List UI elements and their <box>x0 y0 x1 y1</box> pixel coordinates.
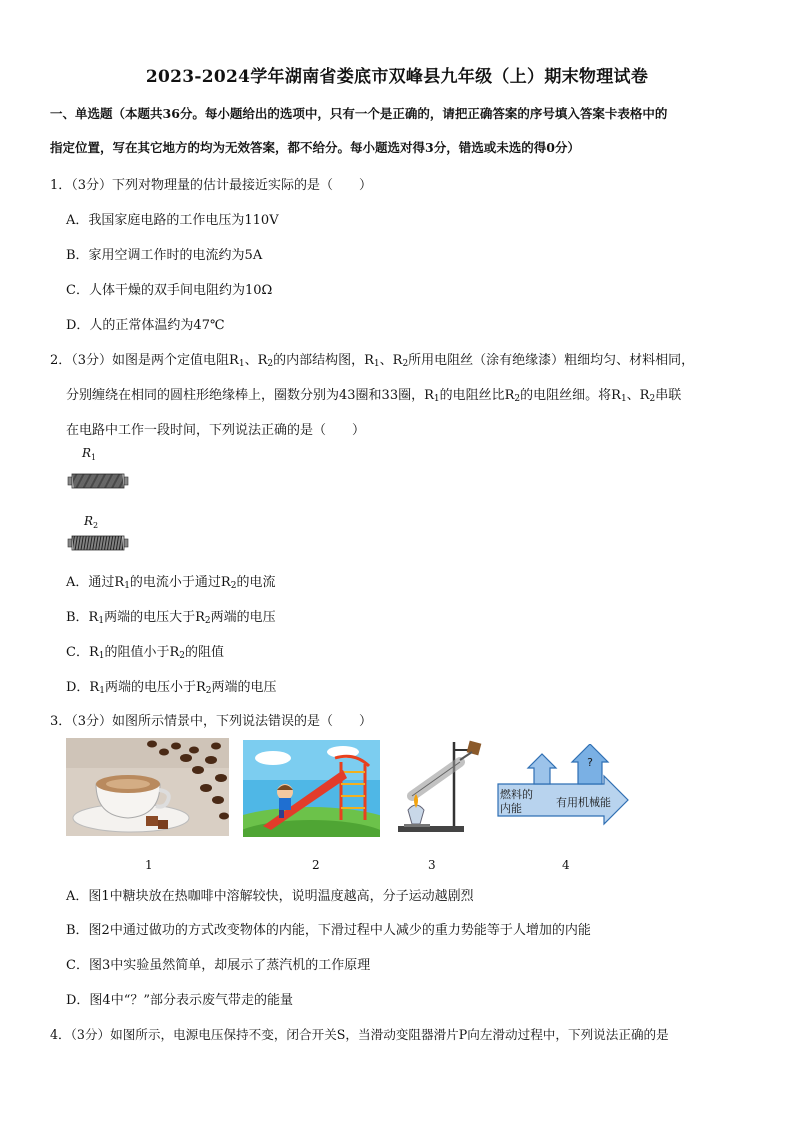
q3-option-b: B．图2中通过做功的方式改变物体的内能，下滑过程中人减少的重力势能等于人增加的内能 <box>66 923 591 938</box>
figure2-slide-illustration <box>243 740 380 837</box>
q2-option-a: A．通过$R_1$的电流小于通过$R_2$的电流 <box>66 575 276 591</box>
figure4-energy-flow-diagram <box>494 744 638 832</box>
q2-stem-line1: 2．（3分）如图是两个定值电阻$R_1$、$R_2$的内部结构图，$R_1$、$R_2$所用电阻丝（涂有绝缘漆）粗细均匀、材料相同， <box>50 353 695 369</box>
figure3-caption: 3 <box>428 858 436 872</box>
q1-option-d: D．人的正常体温约为47℃ <box>66 318 225 333</box>
q2-option-b: B．$R_1$两端的电压大于$R_2$两端的电压 <box>66 610 276 626</box>
q2-stem-line2: 分别缠绕在相同的圆柱形绝缘棒上，圈数分别为43圈和33圈，$R_1$的电阻丝比$R_2$的电阻丝细。将$R_1$、$R_2$串联 <box>66 388 682 404</box>
q3-option-d: D．图4中“？”部分表示废气带走的能量 <box>66 993 293 1008</box>
figure1-caption: 1 <box>145 858 153 872</box>
fig4-mechanical-label: 有用机械能 <box>556 796 611 809</box>
resistor-r1-coil <box>67 470 129 492</box>
resistor-r2-coil <box>67 532 129 554</box>
q1-stem: 1．（3分）下列对物理量的估计最接近实际的是（ ） <box>50 178 373 193</box>
page-title: 2023-2024学年湖南省娄底市双峰县九年级（上）期末物理试卷 <box>145 67 649 87</box>
r1-label: $R_1$ <box>82 446 97 462</box>
q1-option-c: C．人体干燥的双手间电阻约为10Ω <box>66 283 273 298</box>
q2-stem-line3: 在电路中工作一段时间，下列说法正确的是（ ） <box>66 423 366 438</box>
figure1-coffee-photo <box>66 738 229 836</box>
r2-label: $R_2$ <box>84 514 99 530</box>
q1-option-a: A．我国家庭电路的工作电压为110V <box>66 213 279 228</box>
q3-stem: 3．（3分）如图所示情景中，下列说法错误的是（ ） <box>50 714 373 729</box>
q1-option-b: B．家用空调工作时的电流约为5A <box>66 248 263 263</box>
q2-option-d: D．$R_1$两端的电压小于$R_2$两端的电压 <box>66 680 277 696</box>
figure3-steam-apparatus <box>390 738 492 836</box>
q3-option-a: A．图1中糖块放在热咖啡中溶解较快，说明温度越高，分子运动越剧烈 <box>66 889 474 904</box>
section-heading-line1: 一、单选题（本题共36分。每小题给出的选项中，只有一个是正确的，请把正确答案的序号填入答案卡表格中的 <box>50 106 668 121</box>
q2-option-c: C．$R_1$的阻值小于$R_2$的阻值 <box>66 645 225 661</box>
figure4-caption: 4 <box>562 858 570 872</box>
section-heading-line2: 指定位置，写在其它地方的均为无效答案，都不给分。每小题选对得3分，错选或未选的得0分） <box>50 140 580 155</box>
q4-stem: 4．（3分）如图所示，电源电压保持不变，闭合开关S，当滑动变阻器滑片P向左滑动过程中，下列说法正确的是 <box>50 1027 669 1042</box>
q3-option-c: C．图3中实验虽然简单，却展示了蒸汽机的工作原理 <box>66 958 371 973</box>
fig4-fuel-label-1: 燃料的 <box>500 788 533 801</box>
fig4-fuel-label-2: 内能 <box>500 802 522 815</box>
fig4-question-mark: ? <box>587 756 593 769</box>
figure2-caption: 2 <box>312 858 320 872</box>
